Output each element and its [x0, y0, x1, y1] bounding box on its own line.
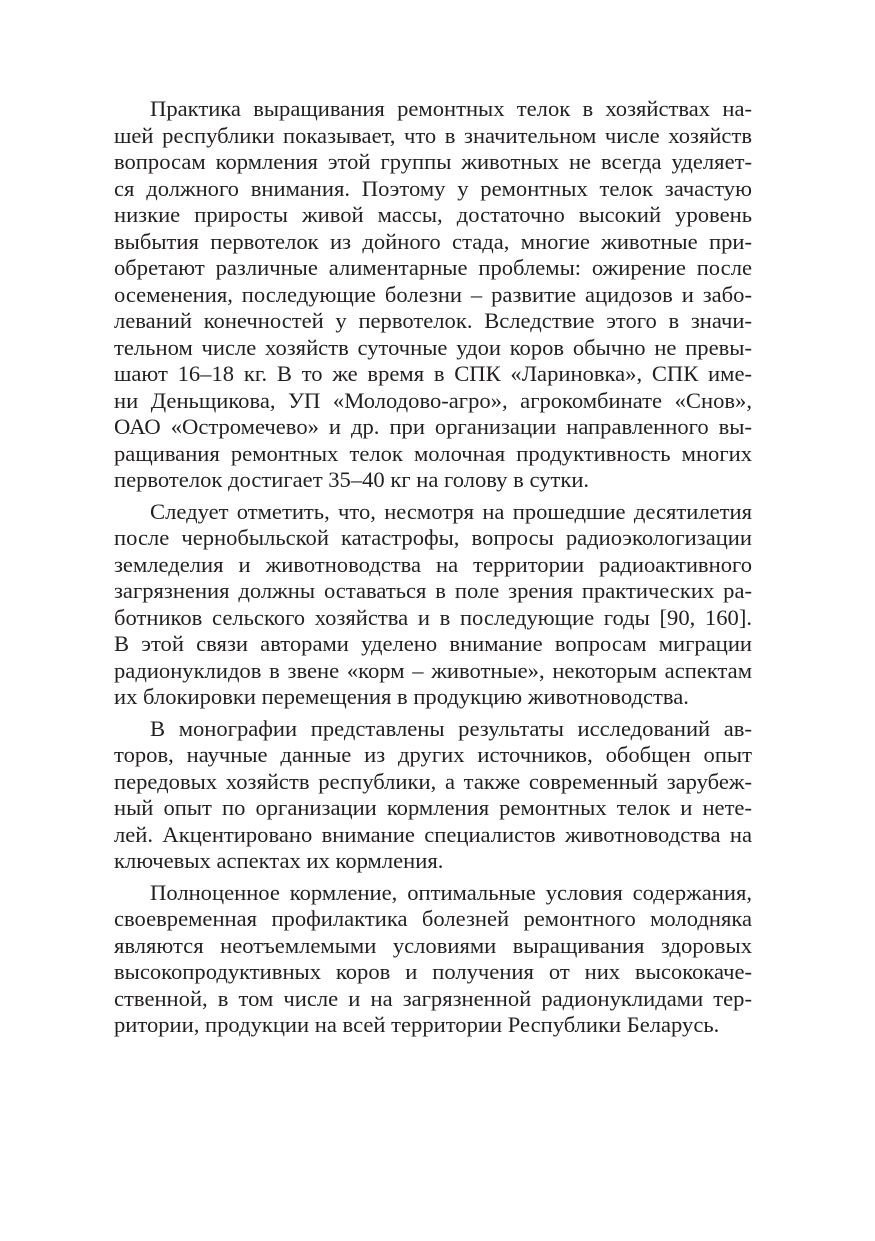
- text-line: вопросам кормления этой группы животных не всегда уделяет-: [114, 149, 752, 174]
- text-line: ботников сельского хозяйства и в последующие годы [90, 160].: [114, 604, 752, 630]
- text-line: Полноценное кормление, оптимальные условия содержания,: [150, 879, 752, 905]
- text-line: высокопродуктивных коров и получения от них высококаче-: [114, 959, 752, 984]
- text-line: являются неотъемлемыми условиями выращивания здоровых: [114, 932, 752, 958]
- paragraph-1: [114, 96, 752, 494]
- paragraph-3: [114, 716, 752, 875]
- text-line: ни Деньщикова, УП «Молодово-агро», агрокомбинате «Снов»,: [114, 387, 752, 413]
- text-line: торов, научные данные из других источников, обобщен опыт: [114, 742, 752, 767]
- text-line: своевременная профилактика болезней ремонтного молодняка: [114, 906, 752, 931]
- text-line: Следует отметить, что, несмотря на прошедшие десятилетия: [150, 498, 752, 524]
- text-line: ОАО «Остромечево» и др. при организации направленного вы-: [114, 414, 752, 439]
- text-line: первотелок достигает 35–40 кг на голову в сутки.: [114, 467, 590, 492]
- text-line: шей республики показывает, что в значительном числе хозяйств: [114, 122, 752, 148]
- text-line: ственной, в том числе и на загрязненной радионуклидами тер-: [114, 985, 752, 1011]
- text-line: ритории, продукции на всей территории Республики Беларусь.: [114, 1012, 720, 1037]
- text-line: низкие приросты живой массы, достаточно высокий уровень: [114, 202, 752, 227]
- text-line: ключевых аспектах их кормления.: [114, 848, 444, 873]
- text-line: ся должного внимания. Поэтому у ремонтных телок зачастую: [114, 175, 752, 201]
- text-line: леваний конечностей у первотелок. Вследствие этого в значи-: [114, 308, 752, 333]
- text-line: лей. Акцентировано внимание специалистов животноводства на: [114, 821, 752, 847]
- paragraph-4: [114, 880, 752, 1039]
- text-line: радионуклидов в звене «корм – животные», некоторым аспектам: [114, 657, 752, 683]
- paragraph-2: [114, 499, 752, 711]
- text-line: осеменения, последующие болезни – развитие ацидозов и забо-: [114, 281, 752, 307]
- text-line: загрязнения должны оставаться в поле зрения практических ра-: [114, 578, 752, 603]
- text-line: их блокировки перемещения в продукцию животноводства.: [114, 684, 689, 709]
- text-line: Практика выращивания ремонтных телок в хозяйствах на-: [150, 96, 752, 121]
- text-line: ный опыт по организации кормления ремонтных телок и нете-: [114, 795, 752, 820]
- body-text: [114, 96, 752, 1044]
- text-line: выбытия первотелок из дойного стада, многие животные при-: [114, 228, 752, 254]
- text-line: после чернобыльской катастрофы, вопросы радиоэкологизации: [114, 525, 752, 550]
- text-line: В этой связи авторами уделено внимание вопросам миграции: [114, 631, 752, 656]
- text-line: обретают различные алиментарные проблемы: ожирение после: [114, 255, 752, 280]
- text-line: шают 16–18 кг. В то же время в СПК «Лариновка», СПК име-: [114, 361, 752, 386]
- text-line: тельном числе хозяйств суточные удои коров обычно не превы-: [114, 334, 752, 360]
- text-line: передовых хозяйств республики, а также современный зарубеж-: [114, 768, 752, 794]
- text-line: ращивания ремонтных телок молочная продуктивность многих: [114, 440, 752, 466]
- text-line: В монографии представлены результаты исследований ав-: [150, 715, 752, 741]
- text-line: земледелия и животноводства на территории радиоактивного: [114, 551, 752, 577]
